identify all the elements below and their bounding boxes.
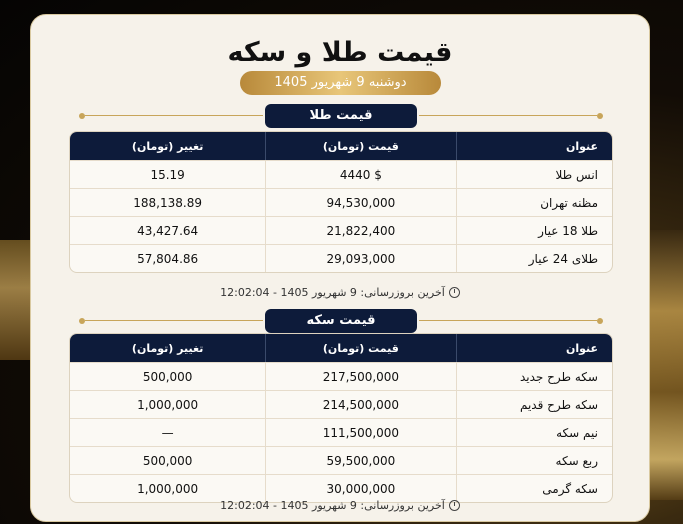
coin-last-update (31, 499, 649, 512)
row-name: سکه گرمی (542, 481, 598, 496)
header-price: قیمت (تومان) (265, 334, 456, 362)
divider-dot (597, 318, 603, 324)
header-change: تغییر (تومان) (131, 139, 204, 153)
table-header (70, 132, 612, 160)
gold-price-table (69, 131, 613, 273)
row-change: 1,000,000 (137, 481, 199, 496)
clock-icon (449, 500, 460, 511)
row-price: 4440 $ (265, 161, 456, 188)
table-row (70, 188, 612, 216)
row-change: 15.19 (150, 167, 185, 182)
row-price: 21,822,400 (265, 217, 456, 244)
row-name: نیم سکه (556, 425, 598, 440)
update-text: آخرین بروزرسانی: 9 شهریور 1405 - 12:02:04 (220, 499, 445, 512)
table-row (70, 418, 612, 446)
gold-section-title: قیمت طلا (265, 104, 417, 128)
table-row (70, 362, 612, 390)
row-price: 214,500,000 (265, 391, 456, 418)
header-price: قیمت (تومان) (265, 132, 456, 160)
row-name: طلا 18 عیار (538, 223, 598, 238)
row-name: سکه طرح جدید (519, 369, 598, 384)
row-change: 500,000 (142, 453, 193, 468)
divider (419, 320, 597, 321)
coin-price-table (69, 333, 613, 503)
header-change: تغییر (تومان) (131, 341, 204, 355)
row-change: 43,427.64 (137, 223, 199, 238)
header-name: عنوان (565, 341, 598, 355)
row-change: 500,000 (142, 369, 193, 384)
row-name: طلای 24 عیار (528, 251, 598, 266)
price-card (30, 14, 650, 522)
divider (419, 115, 597, 116)
table-row (70, 244, 612, 272)
table-row (70, 160, 612, 188)
row-change: — (161, 425, 174, 440)
clock-icon (449, 287, 460, 298)
divider-dot (597, 113, 603, 119)
row-price: 59,500,000 (265, 447, 456, 474)
row-name: مظنه تهران (540, 195, 598, 210)
table-row (70, 446, 612, 474)
divider-dot (79, 113, 85, 119)
row-name: انس طلا (555, 167, 598, 182)
divider (85, 115, 263, 116)
divider (85, 320, 263, 321)
row-name: ربع سکه (555, 453, 598, 468)
table-row (70, 216, 612, 244)
update-text: آخرین بروزرسانی: 9 شهریور 1405 - 12:02:04 (220, 286, 445, 299)
row-price: 217,500,000 (265, 363, 456, 390)
table-header (70, 334, 612, 362)
gold-last-update (31, 286, 649, 299)
page-title: قیمت طلا و سکه (227, 37, 453, 68)
row-price: 30,000,000 (265, 475, 456, 502)
row-price: 111,500,000 (265, 419, 456, 446)
row-name: سکه طرح قدیم (519, 397, 598, 412)
date-badge: دوشنبه 9 شهریور 1405 (240, 71, 441, 95)
row-price: 94,530,000 (265, 189, 456, 216)
row-price: 29,093,000 (265, 245, 456, 272)
row-change: 188,138.89 (133, 195, 202, 210)
table-row (70, 390, 612, 418)
divider-dot (79, 318, 85, 324)
coin-section-title: قیمت سکه (265, 309, 417, 333)
header-name: عنوان (565, 139, 598, 153)
table-row (70, 474, 612, 502)
row-change: 57,804.86 (137, 251, 199, 266)
row-change: 1,000,000 (137, 397, 199, 412)
